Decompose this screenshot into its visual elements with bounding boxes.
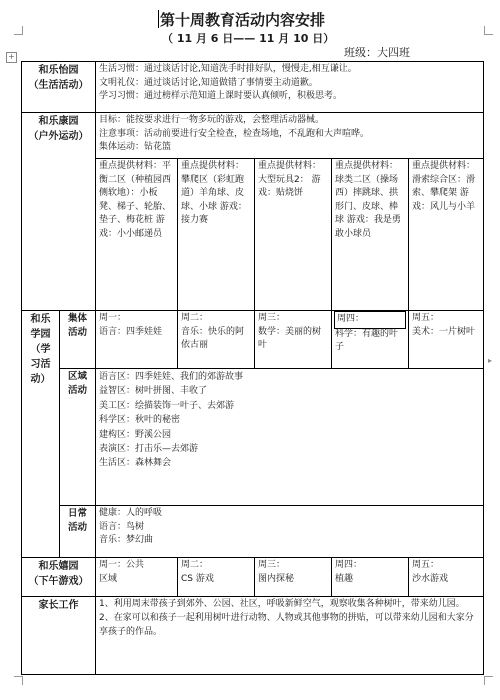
scroll-handle-icon[interactable]: ▸	[488, 356, 493, 365]
section-play[interactable]	[22, 558, 96, 597]
group-day-cell[interactable]	[255, 311, 332, 369]
day-activity: 沙水游戏	[412, 573, 449, 584]
section-title: 学园	[30, 329, 51, 340]
schedule-table[interactable]	[21, 61, 484, 675]
day-label: 周一：	[99, 313, 127, 323]
section-life[interactable]	[22, 62, 96, 113]
play-day-cell[interactable]	[178, 558, 255, 597]
day-activity: 美术：一片树叶	[412, 326, 476, 337]
date-range[interactable]: （ 11 月 6 日—— 11 月 10 日）	[162, 32, 335, 45]
day-activity: 图内探秘	[258, 573, 295, 584]
day-label: 周五：	[412, 560, 440, 570]
daily-activity-content[interactable]	[96, 506, 484, 558]
day-activity: CS 游戏	[181, 573, 214, 584]
group-day-cell[interactable]	[96, 311, 178, 369]
zone-cell[interactable]: 重点提供材料：球类二区（操场西）摔跳球、拱形门、皮球、棒球 游戏：我是勇敢小球员	[332, 159, 409, 311]
content-line: 注意事项：活动前要进行安全检查，检查场地，不乱跑和大声喧哗。	[99, 128, 370, 139]
content-line: 生活习惯：通过谈话讨论,知道洗手时排好队，慢慢走,相互谦让。	[99, 64, 357, 74]
day-label: 周三：	[258, 560, 286, 570]
table-move-handle-icon[interactable]: +	[6, 52, 17, 63]
area-item: 科学区：秋叶的秘密	[99, 415, 181, 426]
class-label: 班级：	[344, 46, 377, 59]
label-line: 活动	[67, 385, 87, 397]
day-activity: 植趣	[335, 573, 354, 584]
play-day-cell[interactable]	[332, 558, 409, 597]
content-line: 文明礼仪：通过谈话讨论,知道做错了事情要主动道歉。	[99, 77, 318, 88]
content-line: 目标：能按要求进行一物多玩的游戏，会整理活动器械。	[99, 115, 325, 125]
day-activity: 数学：美丽的树叶	[258, 326, 322, 350]
life-content[interactable]	[96, 62, 484, 113]
text-cursor	[158, 10, 159, 28]
group-day-cell[interactable]	[332, 311, 409, 369]
day-label: 周二：	[181, 313, 209, 323]
parent-item: 2、在家可以和孩子一起利用树叶进行动物、人物或其他事物的拼贴，可以带来幼儿园和大家分享孩子的作品。	[99, 612, 474, 637]
daily-item: 语言：鸟树	[99, 521, 145, 532]
day-label: 周三：	[258, 313, 286, 323]
section-title: 和乐嬉园	[38, 561, 79, 572]
group-day-cell[interactable]	[178, 311, 255, 369]
parent-item: 1、利用周末带孩子到郊外、公园、社区，呼吸新鲜空气，观察收集各种树叶，带来幼儿园。	[99, 599, 465, 609]
day-activity: 语言：四季娃娃	[99, 326, 163, 337]
section-subtitle: （下午游戏）	[28, 576, 89, 587]
day-label: 周四：	[334, 311, 406, 329]
area-item: 生活区：森林舞会	[99, 458, 172, 469]
day-label: 周五：	[412, 313, 440, 323]
page-corner-mark	[484, 26, 493, 35]
section-learning[interactable]	[22, 311, 60, 558]
section-subtitle: （学	[30, 344, 51, 355]
parent-work-content[interactable]	[96, 597, 484, 675]
label-line: 集体	[67, 313, 87, 324]
section-subtitle: （户外运动）	[28, 131, 89, 142]
label-line: 活动	[67, 522, 87, 534]
area-activity-content[interactable]	[96, 369, 484, 506]
section-parent[interactable]: 家长工作	[22, 597, 96, 675]
section-title: 和乐康园	[38, 116, 79, 127]
day-label: 周四：	[335, 560, 363, 570]
document-title[interactable]: 第十周教育活动内容安排	[160, 11, 326, 29]
daily-item: 音乐：梦幻曲	[99, 535, 154, 545]
area-item: 表演区：打击乐—去郊游	[99, 443, 199, 454]
zone-cell[interactable]: 重点提供材料：滑索综合区：滑索、攀爬架 游戏：风儿与小羊	[409, 159, 484, 311]
zone-cell[interactable]: 重点提供材料：大型玩具2： 游戏：贴烧饼	[255, 159, 332, 311]
zone-cell[interactable]: 重点提供材料：攀爬区（彩虹跑道）羊角球、皮球、小球 游戏：接力赛	[178, 159, 255, 311]
day-label: 周二：	[181, 560, 209, 570]
day-activity: 区域	[99, 573, 118, 584]
content-line: 学习习惯：通过榜样示范知道上课时要认真倾听，积极思考。	[99, 91, 343, 101]
play-day-cell[interactable]	[96, 558, 178, 597]
label-line: 活动	[67, 327, 87, 339]
play-day-cell[interactable]	[409, 558, 484, 597]
play-day-cell[interactable]	[255, 558, 332, 597]
day-label: 周一：公共	[99, 560, 145, 570]
section-subtitle: 习活	[30, 359, 51, 370]
section-subtitle: （生活活动）	[28, 80, 89, 91]
area-item: 语言区：四季娃娃、我们的郊游故事	[99, 372, 244, 382]
section-title: 和乐	[30, 314, 51, 325]
zone-cell[interactable]: 重点提供材料：平衡二区（种植园西侧软地）：小板凳、梯子、轮胎、垫子、梅花桩 游戏：小小邮递员	[96, 159, 178, 311]
label-line: 日常	[67, 508, 87, 519]
label-line: 区域	[67, 371, 87, 382]
page-corner-mark	[14, 26, 23, 35]
section-subtitle: 动）	[30, 374, 51, 385]
area-item: 益智区：树叶拼图、丰收了	[99, 386, 208, 397]
day-activity: 科学：有趣的叶子	[335, 328, 399, 352]
area-item: 建构区：野溪公园	[99, 429, 172, 440]
group-day-cell[interactable]	[409, 311, 484, 369]
outdoor-goals[interactable]	[96, 113, 484, 159]
day-activity: 音乐：快乐的阿依古丽	[181, 326, 245, 350]
content-line: 集体运动：钻花篮	[99, 142, 172, 152]
page-corner-mark	[484, 676, 493, 685]
class-value: 大四班	[377, 46, 410, 59]
section-title: 和乐怡园	[38, 65, 79, 76]
area-item: 美工区：绘描装饰一叶子、去郊游	[99, 400, 235, 411]
section-outdoor[interactable]	[22, 113, 96, 311]
page-corner-mark	[14, 676, 23, 685]
area-activity-label	[60, 369, 96, 506]
daily-activity-label	[60, 506, 96, 558]
daily-item: 健康：人的呼吸	[99, 508, 163, 518]
class-info[interactable]	[344, 44, 410, 60]
group-activity-label	[60, 311, 96, 369]
